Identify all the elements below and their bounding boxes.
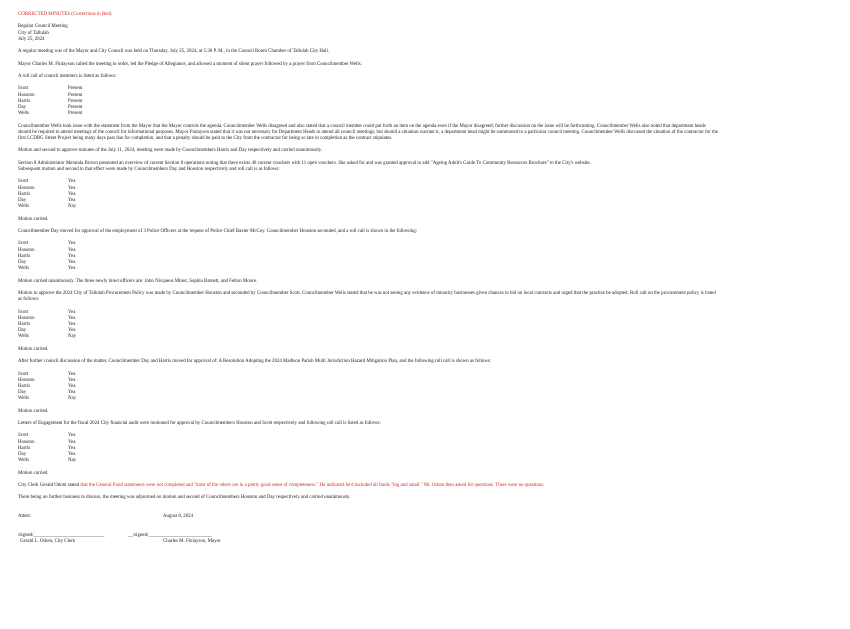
roll-name: Wells: [18, 396, 30, 402]
roll-call-attendance: [18, 86, 128, 117]
city-name: City of Tallulah: [18, 30, 49, 36]
roll-value: Yea: [68, 383, 76, 389]
roll-name: Day: [18, 197, 27, 203]
section8-motion: Subsequent motion and second to that effect were made by Councilmembers Day and Houston respectively and roll call is as follows:: [18, 166, 280, 172]
roll-call-intro: A roll call of council members is listed as follows:: [18, 73, 117, 79]
roll-name: Scott: [18, 433, 29, 439]
hazard-mitigation-paragraph: After further council discussion of the matter, Councilmember Day and Harris moved for approval of: A Resolution Adopting the 2024 Madison Parish Multi Jurisdiction Hazard Mitigation Plan, and the following roll call is shown as follows:: [18, 359, 492, 365]
roll-name: Day: [18, 390, 27, 396]
roll-name: Scott: [18, 309, 29, 315]
roll-name: Harris: [18, 253, 31, 259]
roll-name: Houston: [18, 185, 35, 191]
wells-discussion-line-3: first LCDBG Street Project being many days past due for completion, and that a penalty should be paid to the City from the contractor for being so late in completion as the contract stipulates.: [18, 135, 393, 141]
roll-value: Nay: [68, 204, 77, 210]
adjournment-paragraph: There being no further business to discuss, the meeting was adjourned on motion and second of Councilmembers Houston and Day respectively and carried unanimously.: [18, 495, 351, 501]
roll-value: Yea: [68, 179, 76, 185]
roll-value: Yea: [68, 377, 76, 383]
roll-value: Yea: [68, 259, 76, 265]
attest-date: August 8, 2024: [163, 514, 194, 520]
roll-name: Day: [18, 104, 27, 110]
roll-name: Day: [18, 452, 27, 458]
police-paragraph: Councilmember Day moved for approval of the employment of 3 Police Officers at the request of Police Chief Baxter McCoy. Councilmember Houston seconded, and a roll call is shown in the following:: [18, 228, 418, 234]
roll-name: Houston: [18, 315, 35, 321]
roll-value: Present: [68, 86, 83, 92]
roll-value: Present: [68, 111, 83, 117]
roll-name: Day: [18, 259, 27, 265]
roll-value: Yea: [68, 247, 76, 253]
roll-value: Yea: [68, 185, 76, 191]
roll-name: Harris: [18, 445, 31, 451]
clerk-text: City Clerk Gerald Odom stated: [18, 483, 81, 489]
roll-call-procurement: [18, 310, 128, 341]
roll-value: Nay: [68, 458, 77, 464]
roll-value: Yea: [68, 371, 76, 377]
wells-discussion-line-2: should be required to attend meetings of the council for informational purposes. Mayor Finlayson stated that it was not necessary for Department Heads to attend all council meetings, but should a situation warrant it, a department head might be summoned to a particular council meeting. Councilmember Wells discussed the situation of the contractor for the: [18, 129, 719, 135]
roll-value: Yea: [68, 328, 76, 334]
motion-carried-2: Motion carried.: [18, 346, 49, 352]
motion-carried-1: Motion carried.: [18, 216, 49, 222]
roll-value: Present: [68, 98, 83, 104]
roll-call-section8: [18, 179, 128, 210]
roll-value: Yea: [68, 452, 76, 458]
section8-paragraph: Section 8 Administrator Meranda Brown presented an overview of current Section 8 operations noting that there exists 46 current vouchers with 11 open vouchers. She asked for and was granted approval to add "Ageing Adult's Guide To Community Resources Brochure" to the City's website.: [18, 160, 591, 166]
roll-call-audit: [18, 433, 128, 464]
roll-value: Yea: [68, 315, 76, 321]
roll-name: Wells: [18, 266, 30, 272]
roll-value: Yea: [68, 241, 76, 247]
roll-name: Scott: [18, 371, 29, 377]
roll-name: Wells: [18, 111, 30, 117]
roll-value: Yea: [68, 390, 76, 396]
intro-paragraph: A regular meeting was of the Mayor and City Council was held on Thursday, July 25, 2024, at 5:30 P. M., in the Council Room Chamber of Tallulah City Hall.: [18, 49, 330, 55]
roll-name: Houston: [18, 377, 35, 383]
roll-call-police: [18, 241, 128, 272]
roll-value: Yea: [68, 253, 76, 259]
roll-name: Harris: [18, 321, 31, 327]
roll-value: Nay: [68, 334, 77, 340]
roll-name: Day: [18, 328, 27, 334]
clerk-signature-line: /signed/_____________________________: [18, 532, 105, 538]
clerk-correction: that the General Fund statements were not completed and "most of the others are in a pretty good sense of completeness." He indicated he'd included all funds "big and small." Mr. Odom then asked for questions. There were no questions.: [80, 483, 545, 489]
roll-value: Yea: [68, 439, 76, 445]
roll-value: Yea: [68, 266, 76, 272]
roll-name: Scott: [18, 179, 29, 185]
meeting-type: Regular Council Meeting: [18, 24, 68, 30]
roll-name: Houston: [18, 439, 35, 445]
roll-name: Wells: [18, 458, 30, 464]
minutes-approval-paragraph: Motion and second to approve minutes of the July 11, 2024, meeting were made by Councilmembers Harris and Day respectively and carried unanimously.: [18, 148, 323, 154]
call-to-order-paragraph: Mayor Charles M. Finlayson called the meeting to order, led the Pledge of Allegiance, and allowed a moment of silent prayer followed by a prayer from Councilmember Wells.: [18, 61, 362, 67]
mayor-signature-line: __/signed/__________________________: [128, 532, 212, 538]
audit-paragraph: Letters of Engagement for the fiscal 2024 City financial audit were motioned for approval by Councilmembers Houston and Scott respectively and following roll call is listed as follows:: [18, 421, 381, 427]
procurement-paragraph-line-2: as follows:: [18, 297, 40, 303]
roll-value: Yea: [68, 433, 76, 439]
motion-carried-3: Motion carried.: [18, 408, 49, 414]
roll-name: Houston: [18, 247, 35, 253]
roll-name: Harris: [18, 383, 31, 389]
roll-value: Yea: [68, 197, 76, 203]
clerk-name: Gerald L. Odom, City Clerk: [20, 538, 76, 544]
roll-name: Wells: [18, 204, 30, 210]
roll-name: Scott: [18, 241, 29, 247]
roll-name: Houston: [18, 92, 35, 98]
roll-name: Harris: [18, 191, 31, 197]
roll-name: Scott: [18, 86, 29, 92]
motion-carried-4: Motion carried.: [18, 470, 49, 476]
roll-value: Nay: [68, 396, 77, 402]
roll-value: Yea: [68, 321, 76, 327]
roll-value: Present: [68, 92, 83, 98]
roll-value: Yea: [68, 191, 76, 197]
corrected-notice: CORRECTED MINUTES (Corrections in Red): [18, 12, 112, 17]
roll-value: Yea: [68, 445, 76, 451]
procurement-paragraph-line-1: Motion to approve the 2024 City of Tallulah Procurement Policy was made by Councilmember Houston and seconded by Councilmember Scott. Councilmember Wells stated that he was not seeing any evidence of minority businesses given chances to bid on local contracts and urged that the practice be adopted. Roll call on the procurement policy is listed: [18, 290, 716, 296]
mayor-name: Charles M. Finlayson, Mayor: [163, 538, 221, 544]
roll-value: Yea: [68, 309, 76, 315]
roll-value: Present: [68, 104, 83, 110]
roll-name: Wells: [18, 334, 30, 340]
roll-call-hazard: [18, 372, 128, 403]
wells-discussion-line-1: Councilmember Wells took issue with the statement from the Mayor that the Mayor controls the agenda. Councilmember Wells disagreed and also stated that a council member could put forth an item on the agenda even if the Mayor disagreed; further discussion on the issue will be forthcoming. Councilmember Wells also noted that department heads: [18, 123, 706, 129]
roll-name: Harris: [18, 98, 31, 104]
attest-label: Attest:: [18, 514, 32, 520]
meeting-date: July 25, 2024: [18, 36, 45, 42]
signature-names: [18, 539, 850, 545]
police-hires-paragraph: Motion carried unanimously. The three newly hired officers are: John Nicqueus Minor, Sophia Barnett, and Felton Moore.: [18, 278, 258, 284]
